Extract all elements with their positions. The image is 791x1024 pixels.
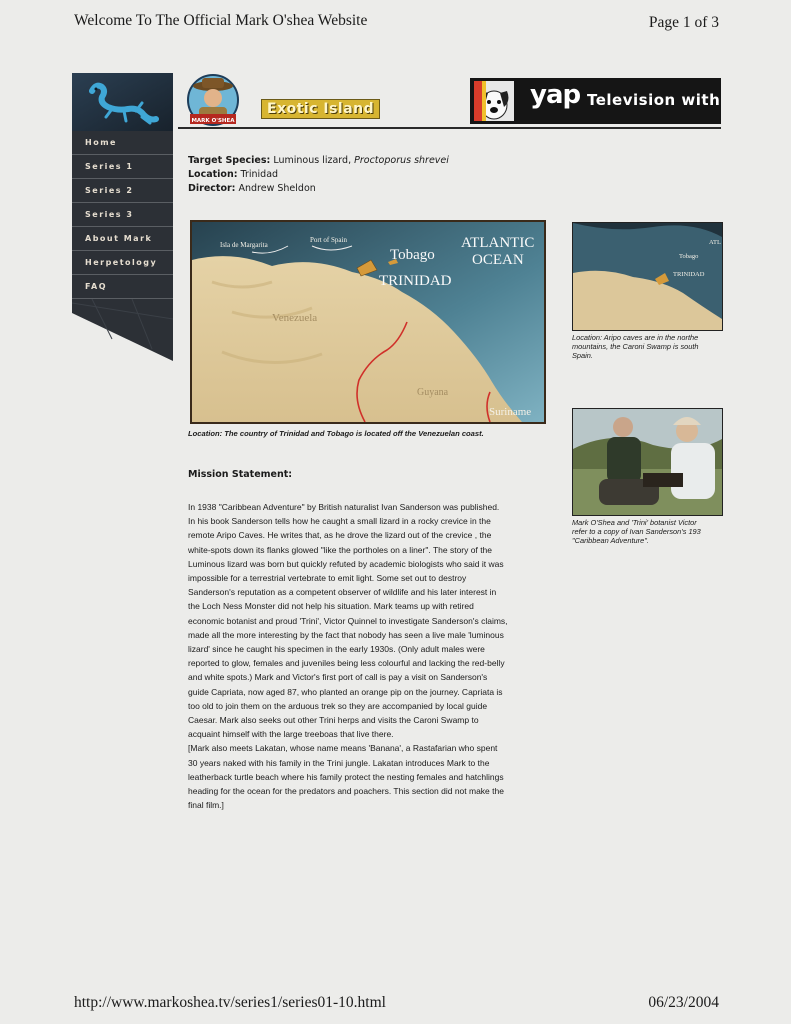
side-photo-caption-line: "Caribbean Adventure". (572, 536, 649, 545)
director-label: Director: (188, 183, 236, 194)
print-header-page: Page 1 of 3 (648, 14, 719, 31)
nav-series-3[interactable]: Series 3 (72, 203, 173, 227)
print-header-title: Welcome To The Official Mark O'shea Website (74, 12, 368, 29)
yap-banner[interactable] (470, 78, 721, 124)
side-photo-caption-line: refer to a copy of Ivan Sanderson's 193 (572, 527, 701, 536)
mission-body (188, 500, 508, 812)
side-photo-caption (572, 518, 721, 545)
side-map-caption-line: mountains, the Caroni Swamp is south (572, 342, 699, 351)
side-photo-caption-line: Mark O'Shea and 'Trini' botanist Victor (572, 518, 697, 527)
map-label-suriname: Suriname (489, 406, 532, 418)
nav-series-2[interactable]: Series 2 (72, 179, 173, 203)
species-latin: Proctoporus shrevei (354, 155, 449, 166)
map-caption: Location: The country of Trinidad and Tobago is located off the Venezuelan coast. (188, 429, 484, 438)
host-badge: MARK O'SHEA (191, 118, 235, 124)
side-map-caption (572, 333, 721, 360)
nav-about-mark[interactable]: About Mark (72, 227, 173, 251)
botanists-photo (573, 409, 722, 515)
mission-heading: Mission Statement: (188, 469, 293, 480)
director-row (188, 182, 449, 196)
nav-decoration (72, 299, 173, 361)
print-footer-date: 06/23/2004 (648, 994, 719, 1011)
species-row (188, 154, 449, 168)
species-common: Luminous lizard, (273, 155, 352, 166)
map-label-guyana: Guyana (417, 387, 449, 398)
map-label-port-of-spain: Port of Spain (310, 236, 347, 244)
side-photo (572, 408, 723, 516)
nav-herpetology[interactable]: Herpetology (72, 251, 173, 275)
map-label-tobago: Tobago (390, 247, 435, 263)
map-label-ocean: OCEAN (472, 252, 524, 268)
nav-home[interactable]: Home (72, 131, 173, 155)
species-label: Target Species: (188, 155, 271, 166)
map-label-trinidad: TRINIDAD (379, 273, 452, 289)
mission-paragraph: [Mark also meets Lakatan, whose name means 'Banana', a Rastafarian who spent 30 years naked with his family in the Trini jungle. Lakatan introduces Mark to the leatherback turtle beach where his family protect the nesting females and hatchlings heading for the ocean for the predators and poachers. This section did not make the final film.] (188, 743, 504, 811)
channel-logo: yap (530, 80, 581, 110)
side-map-label-atl: ATL (709, 239, 721, 246)
trinidad-map (190, 220, 546, 424)
location-row (188, 168, 449, 182)
side-map-label-trinidad: TRINIDAD (673, 271, 705, 278)
sidebar-nav (72, 131, 173, 299)
side-map (572, 222, 723, 331)
print-footer-url: http://www.markoshea.tv/series1/series01-10.html (74, 994, 386, 1011)
banner-divider (178, 127, 721, 129)
host-portrait-icon (185, 74, 241, 128)
channel-tagline: Television with (587, 91, 721, 109)
site-logo[interactable] (72, 73, 173, 131)
side-map-label-tobago: Tobago (679, 253, 699, 260)
show-title: Exotic Island (261, 99, 380, 119)
location-label: Location: (188, 169, 238, 180)
map-label-margarita: Isla de Margarita (220, 241, 268, 249)
director-value: Andrew Sheldon (238, 183, 316, 194)
host-logo[interactable] (185, 74, 241, 128)
side-map-caption-line: Spain. (572, 351, 593, 360)
dog-mascot-icon (474, 81, 514, 121)
map-label-atlantic: ATLANTIC (461, 235, 535, 251)
nav-series-1[interactable]: Series 1 (72, 155, 173, 179)
mission-paragraph: In 1938 "Caribbean Adventure" by British naturalist Ivan Sanderson was published. In his book Sanderson tells how he caught a small lizard in a rocky crevice in the remote Aripo Caves. He writes that, as he drove the lizard out of the crevice , the white-spots down its flanks glowed "like the portholes on a liner". The story of the Luminous lizard was born but quickly refuted by academic biologists who said it was impossible for a terrestrial vertebrate to emit light. Some set out to destroy Sanderson's reputation as a competent observer of wildlife and his later interest in the Loch Ness Monster did not help his situation. Mark teams up with retired economic botanist and proud 'Trini', Victor Quinnel to investigate Sanderson's claims, made all the more interesting by the fact that nobody has seen a live male 'luminous lizard' since he caught his specimen in the early 1930s. (Only adult males were reported to glow, females and juveniles being less colourful and lacking the red-belly and white spots.) Mark and Victor's first port of call is pay a visit on Sanderson's guide Capriata, now aged 87, who planted an orange pip on the journey. Capriata is too old to join them on the arduous trek so they are accompanied by local guide Caesar. Mark also seeks out other Trini herps and visits the Caroni Swamp to acquaint himself with the large treeboas that live there. (188, 502, 508, 740)
side-map-caption-line: Location: Aripo caves are in the northe (572, 333, 699, 342)
episode-credits (188, 154, 449, 196)
map-label-venezuela: Venezuela (272, 312, 318, 324)
location-value: Trinidad (240, 169, 279, 180)
nav-faq[interactable]: FAQ (72, 275, 173, 299)
lizard-logo-icon (72, 73, 173, 131)
